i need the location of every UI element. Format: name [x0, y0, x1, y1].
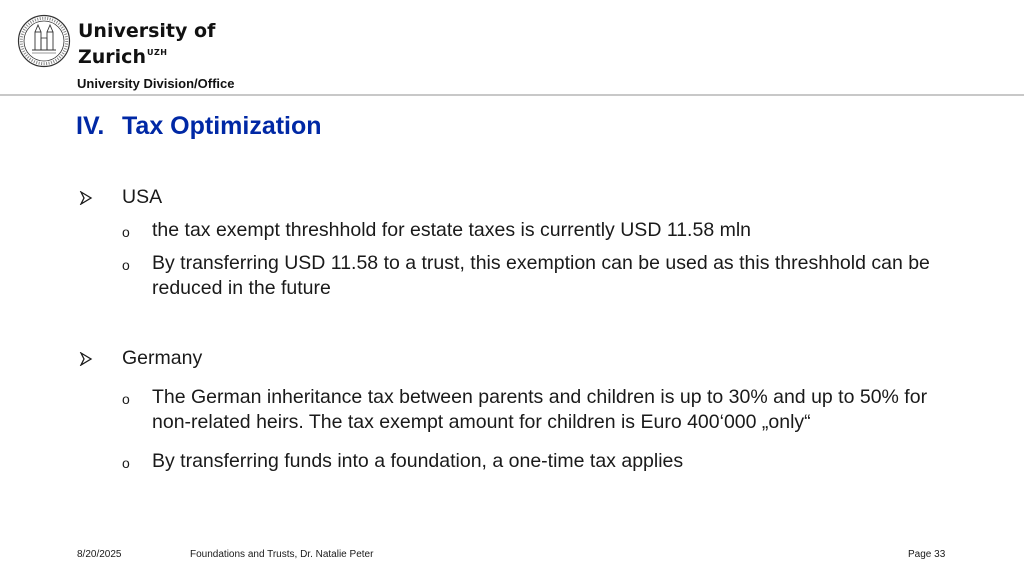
list-item: By transferring USD 11.58 to a trust, this exemption can be used as this threshhold can be reduced in the future: [152, 252, 930, 299]
division-label: University Division/Office: [77, 76, 235, 91]
slide-title-text: Tax Optimization: [122, 112, 322, 140]
university-name: [78, 20, 215, 68]
footer-date: 8/20/2025: [77, 549, 122, 560]
list-bullet: o: [122, 455, 130, 471]
section-label-germany: Germany: [122, 347, 203, 369]
page-number: Page 33: [908, 549, 946, 560]
university-name-line1: University of: [78, 20, 216, 42]
footer-course: Foundations and Trusts, Dr. Natalie Peter: [190, 549, 374, 560]
university-name-line2: Zurich$^{UZH}$: [78, 46, 168, 68]
list-item: The German inheritance tax between parents and children is up to 30% and up to 50% for non-related heirs. The tax exempt amount for children is Euro 400‘000 „only“: [152, 386, 928, 433]
list-bullet: o: [122, 224, 130, 240]
section-label-usa: USA: [122, 186, 163, 208]
arrowhead-bullet-icon: [79, 191, 93, 205]
slide-title: [76, 112, 322, 141]
list-bullet: o: [122, 257, 130, 273]
university-abbr: UZH: [146, 48, 168, 57]
list-bullet: o: [122, 391, 130, 407]
list-item: the tax exempt threshhold for estate taxes is currently USD 11.58 mln: [152, 219, 752, 241]
header-divider: [0, 94, 1024, 96]
arrowhead-bullet-icon: [79, 352, 93, 366]
university-seal-icon: [17, 14, 71, 68]
list-item: By transferring funds into a foundation, a one-time tax applies: [152, 450, 684, 472]
slide-title-number: IV.: [76, 112, 105, 140]
